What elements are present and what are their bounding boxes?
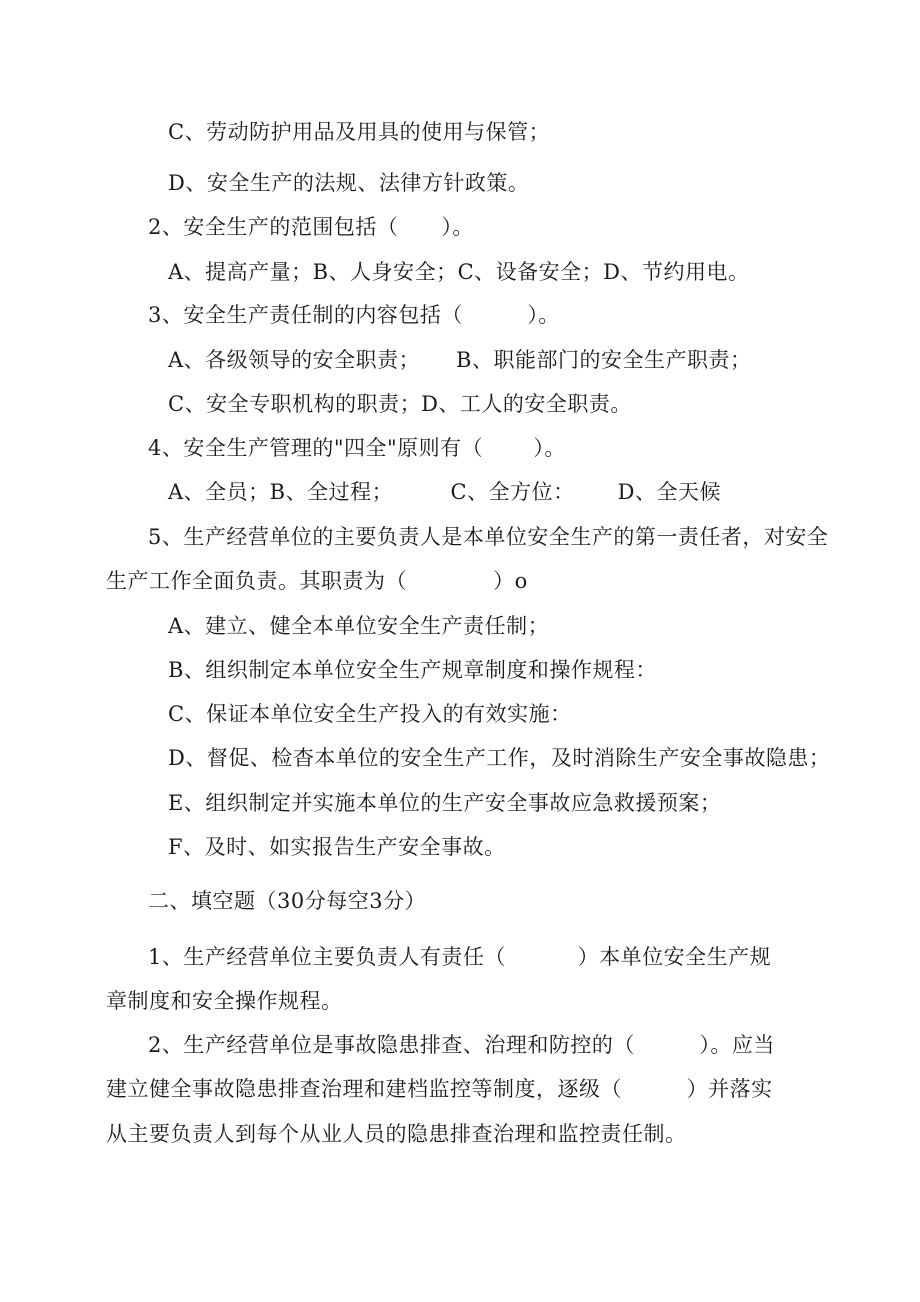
question-3: 3、安全生产责任制的内容包括（ ）。 (148, 303, 560, 327)
question-5-option-c: C、保证本单位安全生产投入的有效实施： (168, 702, 572, 726)
question-5-option-a: A、建立、健全本单位安全生产责任制； (168, 614, 550, 638)
question-5-option-d: D、督促、检杳本单位的安全生产工作，及时消除生产安全事故隐患； (168, 746, 831, 770)
section-heading-fill-in: 二、填空题（30分每空3分） (148, 889, 427, 913)
question-5-line-1: 5、生产经营单位的主要负责人是本单位安全生产的第一责任者，对安全 (148, 525, 829, 549)
fill-question-1-line-2: 章制度和安全操作规程。 (106, 989, 343, 1013)
fill-question-1-line-1: 1、生产经营单位主要负责人有责任（ ）本单位安全生产规 (148, 945, 772, 969)
question-5-option-f: F、及时、如实报告生产安全事故。 (168, 835, 506, 859)
fill-question-2-line-2: 建立健全事故隐患排查治理和建档监控等制度，逐级（ ）并落实 (106, 1077, 773, 1101)
question-5-option-e: E、组织制定并实施本单位的生产安全事故应急救援预案； (168, 791, 722, 815)
fill-question-2-line-3: 从主要负责人到每个从业人员的隐患排查治理和监控责任制。 (106, 1122, 687, 1146)
question-4: 4、安全生产管理的"四全"原则有（ ）。 (148, 436, 566, 460)
question-4-options: A、全员；B、全过程； C、全方位： D、全天候 (168, 480, 721, 504)
question-5-option-b: B、组织制定本单位安全生产规章制度和操作规程： (168, 658, 657, 682)
question-2: 2、安全生产的范围包括（ ）。 (148, 215, 474, 239)
question-2-options: A、提高产量；B、人身安全；C、设备安全；D、节约用电。 (168, 260, 750, 284)
question-5-line-2: 生产工作全面负责。其职责为（ ）o (106, 569, 528, 593)
fill-question-2-line-1: 2、生产经营单位是事故隐患排查、治理和防控的（ ）。应当 (148, 1033, 775, 1057)
question-3-options-cd: C、安全专职机构的职责；D、工人的安全职责。 (168, 392, 632, 416)
question-3-options-ab: A、各级领导的安全职责； B、职能部门的安全生产职责； (168, 348, 752, 372)
option-d-regulations: D、安全生产的法规、法律方针政策。 (168, 171, 530, 195)
option-c-ppe: C、劳动防护用品及用具的使用与保管； (168, 120, 551, 144)
